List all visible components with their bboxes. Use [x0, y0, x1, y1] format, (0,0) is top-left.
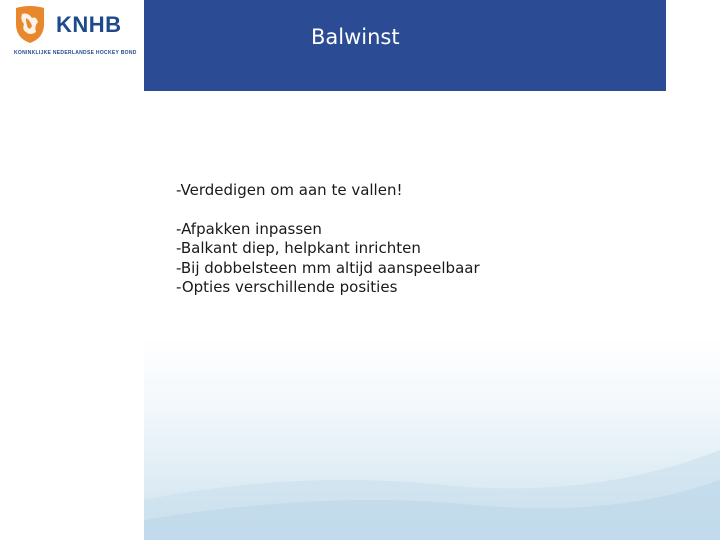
bullet-item: -Afpakken inpassen: [176, 219, 322, 238]
knhb-emblem-icon: [10, 4, 50, 44]
slide-title: Balwinst: [311, 25, 400, 49]
bullet-item: -Balkant diep, helpkant inrichten: [176, 239, 421, 257]
knhb-logo: [8, 4, 137, 60]
logo-wordmark: KNHB: [56, 12, 122, 37]
paragraph-gap: [176, 201, 480, 220]
decorative-wave: [144, 350, 720, 540]
body-text: [176, 181, 480, 298]
bullet-item: -Bij dobbelsteen mm altijd aanspeelbaar: [176, 258, 480, 277]
intro-line: -Verdedigen om aan te vallen!: [176, 181, 403, 199]
bullet-item: -Opties verschillende posities: [176, 278, 398, 296]
title-bar: [144, 0, 666, 91]
logo-subtitle: KONINKLIJKE NEDERLANDSE HOCKEY BOND: [14, 50, 137, 56]
